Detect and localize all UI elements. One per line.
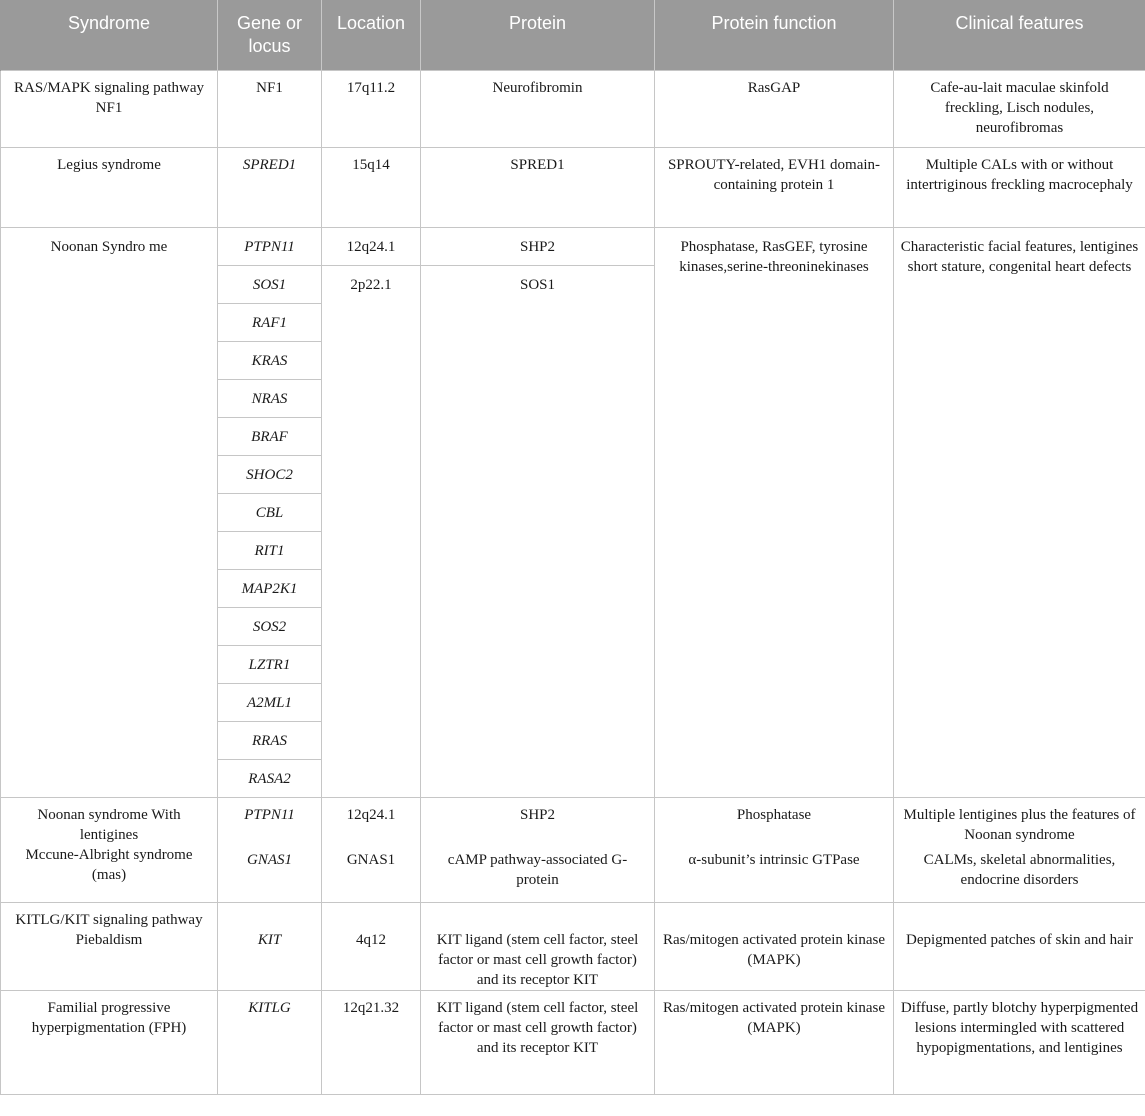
syndrome-kit-pathway: KITLG/KIT signaling pathway	[15, 912, 203, 928]
clinical-nslm: Multiple lentigines plus the features of Noonan syndrome	[903, 807, 1136, 843]
clinical-mas: CALMs, skeletal abnormalities, endocrine disorders	[923, 852, 1116, 888]
gene-cell: NRAS	[218, 380, 322, 418]
header-protein-function: Protein function	[655, 0, 894, 71]
syndrome-cell: Noonan Syndro me	[1, 228, 218, 798]
protein-kit: KIT ligand (stem cell factor, steel factor or mast cell growth factor) and its receptor KIT	[436, 932, 639, 988]
gene-cell: SHOC2	[218, 456, 322, 494]
location-kit: 4q12	[356, 932, 386, 948]
function-cell: Ras/mitogen activated protein kinase (MAPK)	[655, 991, 894, 1095]
location-cell	[322, 903, 421, 991]
function-cell: RasGAP	[655, 71, 894, 148]
gene-ptpn11: PTPN11	[244, 807, 295, 823]
gene-cell: RIT1	[218, 532, 322, 570]
gene-cell: KITLG	[218, 991, 322, 1095]
table-row	[1, 903, 1145, 991]
clinical-cell: Characteristic facial features, lentigines short stature, congenital heart defects	[894, 228, 1145, 798]
clinical-cell	[894, 903, 1145, 991]
location-cell: 15q14	[322, 148, 421, 228]
clinical-cell: Diffuse, partly blotchy hyperpigmented lesions intermingled with scattered hypopigmentations, and lentigines	[894, 991, 1145, 1095]
syndrome-mas: Mccune-Albright syndrome (mas)	[25, 847, 193, 883]
syndrome-nslm: Noonan syndrome With lentigines	[37, 807, 181, 843]
gene-cell	[218, 798, 322, 903]
protein-cell	[421, 903, 655, 991]
gene-cell: RRAS	[218, 722, 322, 760]
gene-cell: A2ML1	[218, 684, 322, 722]
location-nslm: 12q24.1	[346, 807, 396, 823]
location-mas: GNAS1	[346, 852, 396, 868]
gene-cell: SOS1	[218, 266, 322, 304]
syndrome-cell: Familial progressive hyperpigmentation (FPH)	[1, 991, 218, 1095]
protein-cell	[421, 798, 655, 903]
gene-cell: LZTR1	[218, 646, 322, 684]
location-cell: 12q24.1	[322, 228, 421, 266]
function-nslm: Phosphatase	[736, 807, 812, 823]
protein-cell: SPRED1	[421, 148, 655, 228]
gene-cell: SPRED1	[218, 148, 322, 228]
table-row	[1, 228, 1145, 266]
gene-cell: PTPN11	[218, 228, 322, 266]
protein-nslm: SHP2	[519, 807, 556, 823]
header-clinical-features: Clinical features	[894, 0, 1145, 71]
location-cell: 2p22.1	[322, 266, 421, 798]
header-syndrome: Syndrome	[1, 0, 218, 71]
gene-cell: CBL	[218, 494, 322, 532]
function-cell: Phosphatase, RasGEF, tyrosine kinases,serine-threoninekinases	[655, 228, 894, 798]
location-cell	[322, 798, 421, 903]
syndrome-cell	[1, 903, 218, 991]
clinical-kit: Depigmented patches of skin and hair	[905, 932, 1133, 948]
header-gene: Gene or locus	[218, 0, 322, 71]
syndrome-cell: RAS/MAPK signaling pathway NF1	[1, 71, 218, 148]
protein-cell: KIT ligand (stem cell factor, steel factor or mast cell growth factor) and its receptor KIT	[421, 991, 655, 1095]
clinical-cell: Multiple CALs with or without intertriginous freckling macrocephaly	[894, 148, 1145, 228]
location-cell: 17q11.2	[322, 71, 421, 148]
function-cell	[655, 798, 894, 903]
protein-mas: cAMP pathway-associated G-protein	[447, 852, 628, 888]
protein-cell: SOS1	[421, 266, 655, 798]
location-cell: 12q21.32	[322, 991, 421, 1095]
gene-cell: MAP2K1	[218, 570, 322, 608]
gene-cell: RAF1	[218, 304, 322, 342]
header-row	[1, 0, 1145, 71]
syndrome-piebaldism: Piebaldism	[75, 932, 143, 948]
gene-cell: BRAF	[218, 418, 322, 456]
clinical-cell: Cafe-au-lait maculae skinfold freckling, Lisch nodules, neurofibromas	[894, 71, 1145, 148]
syndrome-cell: Legius syndrome	[1, 148, 218, 228]
gene-cell: KRAS	[218, 342, 322, 380]
protein-cell: SHP2	[421, 228, 655, 266]
function-cell: SPROUTY-related, EVH1 domain-containing protein 1	[655, 148, 894, 228]
table-row	[1, 798, 1145, 903]
protein-cell: Neurofibromin	[421, 71, 655, 148]
table-row	[1, 71, 1145, 148]
gene-cell: RASA2	[218, 760, 322, 798]
table-row	[1, 148, 1145, 228]
syndrome-cell	[1, 798, 218, 903]
function-mas: α-subunit’s intrinsic GTPase	[688, 852, 860, 868]
gene-cell: SOS2	[218, 608, 322, 646]
header-protein: Protein	[421, 0, 655, 71]
table-row	[1, 991, 1145, 1095]
gene-kit: KIT	[257, 932, 282, 948]
function-kit: Ras/mitogen activated protein kinase (MAPK)	[662, 932, 886, 968]
header-location: Location	[322, 0, 421, 71]
gene-cell	[218, 903, 322, 991]
gene-gnas1: GNAS1	[247, 852, 292, 868]
clinical-cell	[894, 798, 1145, 903]
function-cell	[655, 903, 894, 991]
gene-cell: NF1	[218, 71, 322, 148]
